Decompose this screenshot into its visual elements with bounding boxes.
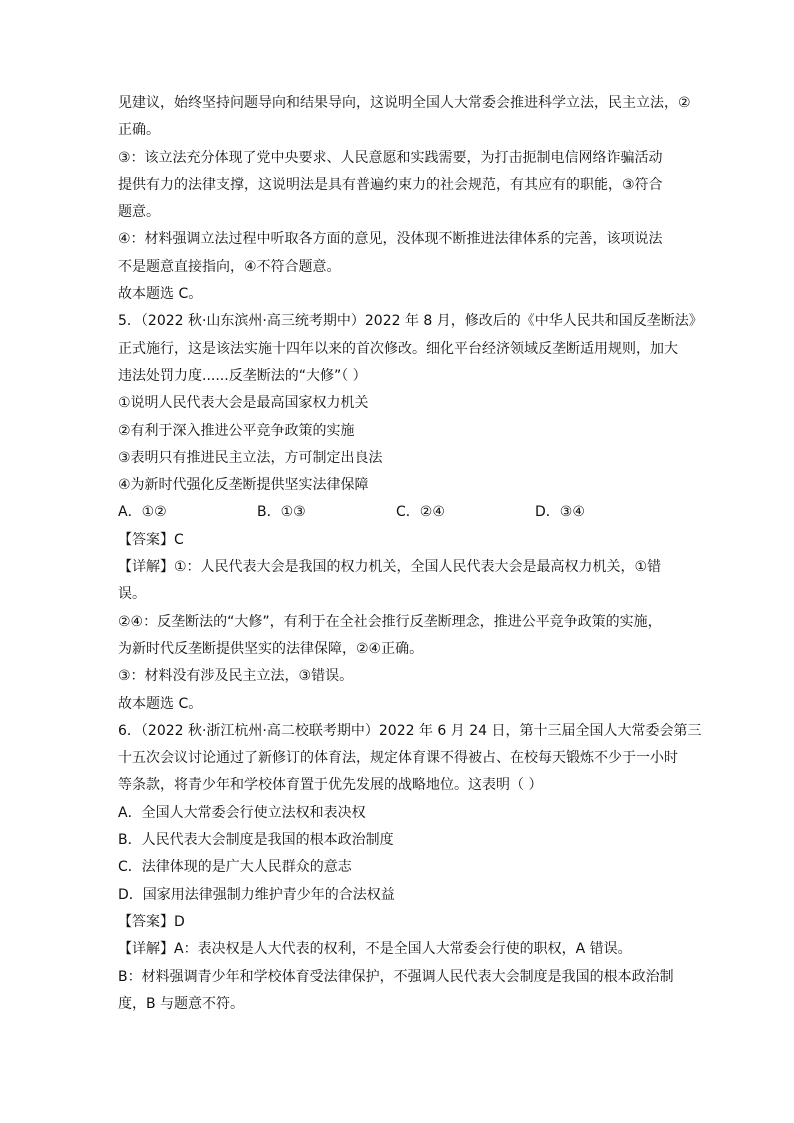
option-b: B．①③ [257,504,306,521]
option-a: A．全国人大常委会行使立法权和表决权 [118,804,366,821]
explanation-line: 度，B 与题意不符。 [118,995,245,1012]
answer-line: 【答案】D [118,913,185,930]
paragraph-top [118,90,703,499]
text-line: ④：材料强调立法过程中听取各方面的意见，没体现不断推进法律体系的完善，该项说法 [118,231,663,248]
text-line: 正确。 [118,122,160,139]
option-d: D．国家用法律强制力维护青少年的合法权益 [118,886,395,903]
answer-line: 【答案】C [118,531,184,548]
option-a: A．①② [118,504,167,521]
question-5-stem: 5．（2022 秋·山东滨州·高三统考期中）2022 年 8 月，修改后的《中华人民共和国反垄断法》 [118,313,703,330]
text-line: ③：该立法充分体现了党中央要求、人民意愿和实践需要，为打击扼制电信网络诈骗活动 [118,149,663,166]
option-c: C．②④ [396,504,445,521]
text-line: 见建议，始终坚持问题导向和结果导向，这说明全国人大常委会推进科学立法，民主立法，② [118,95,691,111]
question-5-stem: 正式施行，这是该法实施十四年以来的首次修改。细化平台经济领域反垄断适用规则，加大 [118,340,678,357]
explanation-line: 【详解】①：人民代表大会是我国的权力机关，全国人民代表大会是最高权力机关，①错 [118,559,662,576]
explanation-line: 为新时代反垄断提供坚实的法律保障，②④正确。 [118,640,424,657]
statement-2: ②有利于深入推进公平竞争政策的实施 [118,422,355,439]
option-b: B．人民代表大会制度是我国的根本政治制度 [118,832,394,849]
explanation-line: B：材料强调青少年和学校体育受法律保护，不强调人民代表大会制度是我国的根本政治制 [118,968,674,985]
question-5-stem: 违法处罚力度......反垄断法的“大修”（ ） [118,367,367,384]
option-c: C．法律体现的是广大人民群众的意志 [118,859,352,876]
document-page [118,90,703,1018]
explanation-line: 故本题选 C。 [118,695,203,712]
explanation-line: ③：材料没有涉及民主立法，③错误。 [118,668,354,685]
explanation-line: 误。 [118,586,146,603]
question-6-stem: 6．（2022 秋·浙江杭州·高二校联考期中）2022 年 6 月 24 日，第十三届全国人大常委会第三 [118,722,702,739]
text-line: 故本题选 C。 [118,286,203,303]
statement-1: ①说明人民代表大会是最高国家权力机关 [118,395,369,412]
text-line: 不是题意直接指向，④不符合题意。 [118,258,341,275]
statement-4: ④为新时代强化反垄断提供坚实法律保障 [118,477,369,494]
explanation-line: 【详解】A：表决权是人大代表的权利，不是全国人大常委会行使的职权，A 错误。 [118,941,632,958]
text-line: 题意。 [118,204,160,221]
statement-3: ③表明只有推进民主立法，方可制定出良法 [118,449,383,466]
paragraph-bottom [118,527,702,1018]
text-line: 提供有力的法律支撑，这说明法是具有普遍约束力的社会规范，有其应有的职能，③符合 [118,176,663,193]
question-6-stem: 等条款，将青少年和学校体育置于优先发展的战略地位。这表明（ ） [118,777,543,794]
question-6-stem: 十五次会议讨论通过了新修订的体育法，规定体育课不得被占、在校每天锻炼不少于一小时 [118,750,678,767]
question-5-options [118,499,698,526]
option-d: D．③④ [535,504,585,521]
explanation-line: ②④：反垄断法的“大修”，有利于在全社会推行反垄断理念，推进公平竞争政策的实施， [118,613,662,630]
